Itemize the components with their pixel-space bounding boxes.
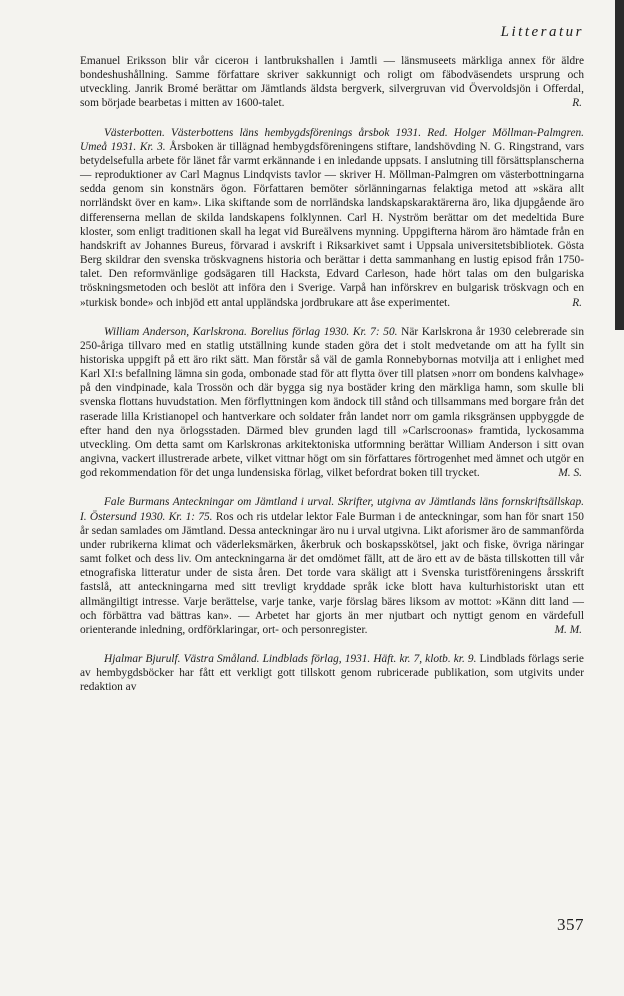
review-body: Emanuel Eriksson blir vår cicerон i lantbrukshallen i Jamtli — länsmuseets märkliga annex för äldre bondeshushållning. Samme författare skriver sakkunnigt och roligt om fäbodväsendets ursprung och utveckling. Janrik Bromé berättar om Jämtlands äldsta bergverk, silvergruvan vid Övervoldsjön i Offerdal, som började bearbetas i mitten av 1600-talet. (80, 55, 584, 110)
review-body: Lindblads förlags serie av hembygdsböcker har fått ett verkligt gott tillskott genom rubricerade publikation, som utgivits under redaktion av (80, 653, 584, 694)
review-bibliographic-heading: Fale Burmans Anteckningar om Jämtland i urval. Skrifter, utgivna av Jämtlands läns fornskriftsällskap. I. Östersund 1930. Kr. 1: 75. (80, 496, 584, 523)
review-signature: M. S. (558, 467, 582, 480)
page-number: 357 (557, 915, 584, 934)
review-vastra-smaland (80, 652, 584, 694)
page-edge-shadow (615, 0, 624, 330)
running-title: Litteratur (500, 24, 584, 40)
page-content (80, 24, 584, 709)
review-body: När Karlskrona år 1930 celebrerade sin 250-åriga tillvaro med en statlig utställning kunde staden göra det i stolt medvetande om att ha fyllt sin historiska uppgift på ett äro rikt sätt. Man förstår så väl de gamla Ronnebybornas motvilja att i enlighet med Karl XI:s befallning lämna sin goda, ombonade stad för att flytta över till platsen »norr om bondens kalvhage» på den vindpinade, kala Trossön och där bygga sig nya bostäder kring den märkliga hamn, som skulle bli svenska flottans huvudstation. Men förflyttningen kom ändock till stånd och tillsammans med borgare från det raserade lilla Kristianopel och hantverkare och soldater från landet norr om gamla riksgränsen uppbyggde de efter hand den nya örlogsstaden. Därmed blev grunden lagd till »Carlscroonas» framtida, lyckosamma utveckling. Om detta samt om Karlskronas arkitektoniska utformning berättar William Anderson i sitt ovan angivna, vackert illustrerade arbete, vilket vittnar högt om sin författares förtrogenhet med ämnet och utgör en god rekommendation för det unga lundensiska förlag, vilket befordrat boken till trycket. (80, 325, 584, 480)
review-signature: R. (572, 296, 582, 309)
review-body: Årsboken är tillägnad hembygdsföreningens stiftare, landshövding N. G. Ringstrand, vars betydelsefulla arbete för länet får varmt erkännande i en inledande uppsats. I anslutning till försättsplanscherna — reproduktioner av Carl Magnus Lindqvists tavlor — skriver H. Möllman-Palmgren om västerbottningarna sedda genom sin konstnärs ögon. Författaren bemöter sörlänningarnas felaktiga metod att »skära allt norrländskt över en kam». Lika skiftande som de norrländska landskapskaraktärerna äro, lika djupgående äro differenserna mellan de skilda landskapens folklynnen. Carl H. Nyström berättar om det medeltida Bure kloster, som enligt traditionen skall ha legat vid Bureälvens mynning. Uppgifterna härom äro hämtade från en handskrift av Johannes Bureus, förvarad i avskrift i Riksarkivet samt i Uppsala universitetsbibliotek. Gösta Berg skildrar den svenska tröskvagnens historia och berättar i detta sammanhang en lustig episod från 1750-talet. Den reformvänlige godsägaren till Hacksta, Edvard Carleson, hade hört talas om den bulgariska tröskningsmetoden och beslöt att införa den i Sverige. Varpå han införskrev en bulgarisk tröskvagn och en »turkisk bonde» och inbjöd ett antal uppländska jordbrukare att åse experimentet. (80, 140, 584, 309)
review-fale-burman (80, 495, 584, 637)
review-bibliographic-heading: William Anderson, Karlskrona. Borelius förlag 1930. Kr. 7: 50. (104, 325, 398, 338)
review-body: Ros och ris utdelar lektor Fale Burman i de anteckningar, som han för snart 150 år sedan samlades om Jämtland. Dessa anteckningar äro nu i urval utgivna. Likt aforismer äro de sammanförda under rubrikerna klimat och väderleksmärken, åkerbruk och boskapsskötsel, jakt och fiske, övriga näringar samt folket och dess liv. Om anteckningarna är det omdömet fällt, att de äro ett av de bästa tillskotten till vår etnografiska litteratur under de sista åren. Det torde vara skäligt att i Svenska turistföreningens årsskrift fastslå, att anteckningarna med sitt trevligt kryddade språk icke blott hava kulturhistoriskt utan ett allmängiltigt intresse. Varje berättelse, varje tanke, varje förslag bäres liksom av mottot: »Känn ditt land — och förbättra vad bättras kan». — Arbetet har gjorts än mer njutbart och nyttigt genom en värdefull orienterande inledning, ordförklaringar, ort- och personregister. (80, 510, 584, 636)
review-signature: M. M. (554, 623, 582, 636)
review-karlskrona (80, 325, 584, 481)
review-bibliographic-heading: Hjalmar Bjurulf. Västra Småland. Lindblads förlag, 1931. Häft. kr. 7, klotb. kr. 9. (104, 653, 477, 665)
review-continuation (80, 54, 584, 111)
review-signature: R. (572, 97, 582, 110)
review-bibliographic-heading: Västerbotten. Västerbottens läns hembygdsförenings årsbok 1931. Red. Holger Möllman-Palmgren. Umeå 1931. Kr. 3. (80, 126, 584, 153)
review-vasterbotten (80, 126, 584, 310)
